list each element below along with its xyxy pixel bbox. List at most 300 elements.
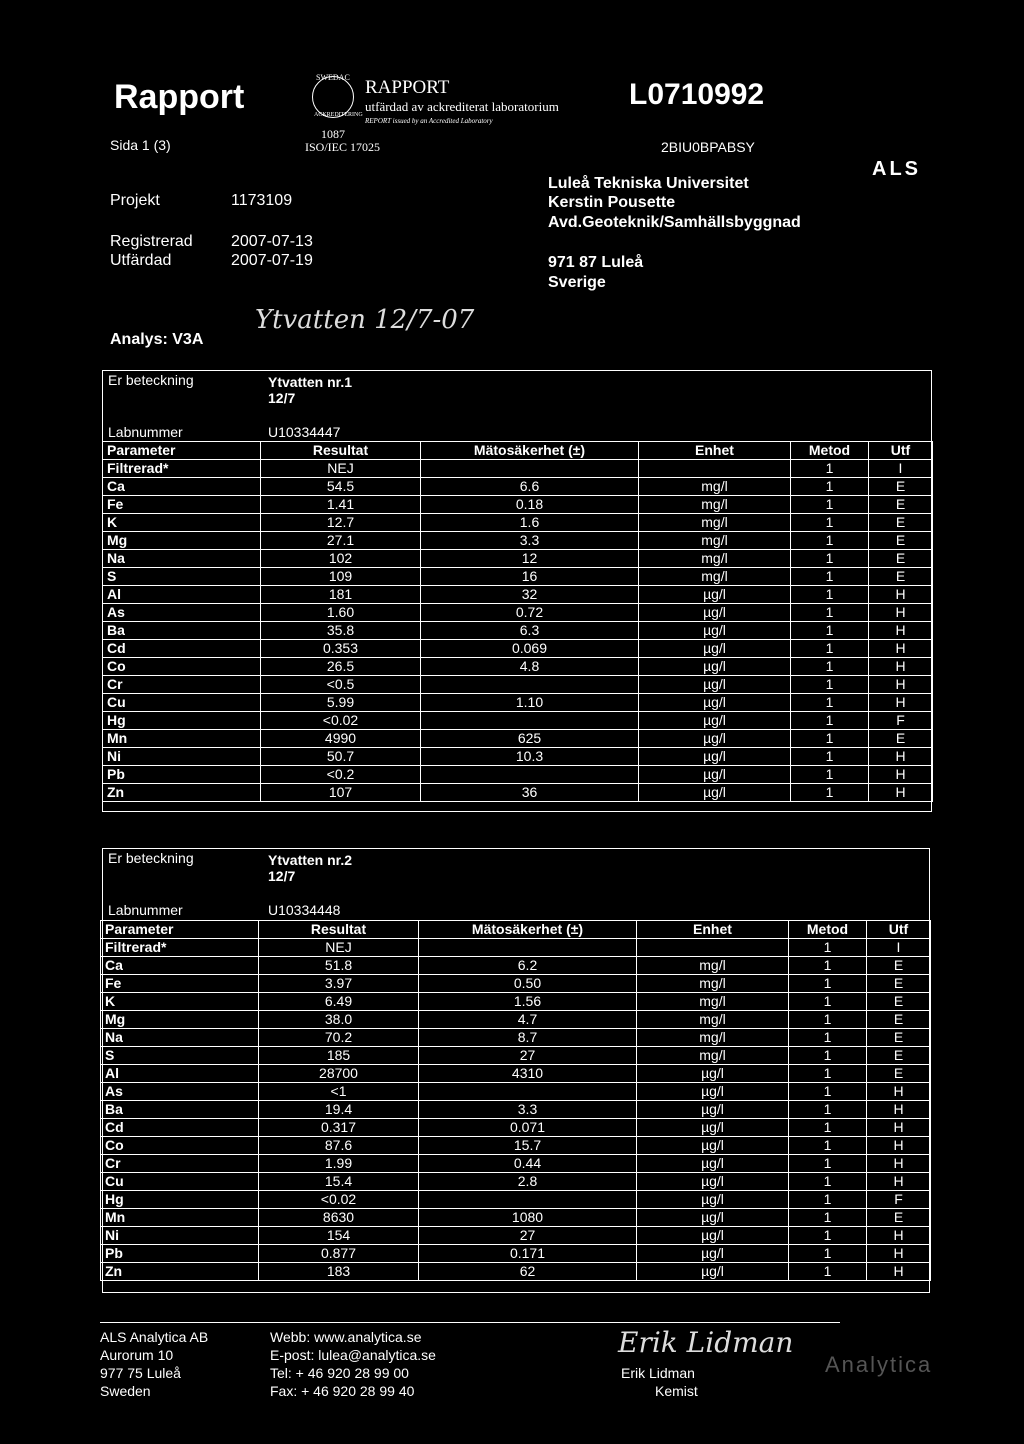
table-row (101, 1245, 931, 1263)
table-cell: H (867, 1173, 931, 1191)
sample-1-labnummer-label: Labnummer (108, 424, 183, 440)
table-cell: <0.2 (261, 766, 421, 784)
table-row (103, 604, 933, 622)
signature: Erik Lidman (618, 1326, 794, 1359)
table-cell: <0.5 (261, 676, 421, 694)
table-cell: 1.41 (261, 496, 421, 514)
table-cell: E (869, 514, 933, 532)
table-row (101, 1173, 931, 1191)
table-row (101, 957, 931, 975)
table-cell: Cd (101, 1119, 259, 1137)
table-row (101, 993, 931, 1011)
table-row (101, 939, 931, 957)
table-cell: E (869, 550, 933, 568)
table-cell: As (103, 604, 261, 622)
table-cell: 35.8 (261, 622, 421, 640)
column-header: Utf (867, 921, 931, 939)
table-cell: Cr (101, 1155, 259, 1173)
table-header-row (101, 921, 931, 939)
sample-2-date: 12/7 (268, 868, 296, 884)
table-cell: Zn (101, 1263, 259, 1281)
table-cell: µg/l (639, 784, 791, 802)
handwritten-note: Ytvatten 12/7-07 (255, 305, 475, 335)
table-cell: K (101, 993, 259, 1011)
table-cell: µg/l (637, 1155, 789, 1173)
column-header: Parameter (103, 442, 261, 460)
table-cell: Mg (103, 532, 261, 550)
table-cell: 0.18 (421, 496, 639, 514)
footer-web: Webb: www.analytica.se (270, 1329, 422, 1345)
registrerad-label: Registrerad (110, 233, 193, 250)
table-cell: Cd (103, 640, 261, 658)
swedac-subtitle-en: REPORT issued by an Accredited Laboratory (365, 117, 493, 125)
table-cell: mg/l (639, 532, 791, 550)
table-row (101, 1137, 931, 1155)
column-header: Mätosäkerhet (±) (421, 442, 639, 460)
swedac-title: RAPPORT (365, 77, 450, 98)
table-cell: H (867, 1245, 931, 1263)
table-cell: µg/l (637, 1137, 789, 1155)
table-cell: Al (103, 586, 261, 604)
table-cell: 102 (261, 550, 421, 568)
table-row (101, 1209, 931, 1227)
table-cell: mg/l (639, 550, 791, 568)
table-cell: 154 (259, 1227, 419, 1245)
table-cell: 1 (789, 1047, 867, 1065)
table-cell: E (869, 478, 933, 496)
report-code: 2BIU0BPABSY (661, 139, 755, 155)
signer-name: Erik Lidman (621, 1365, 695, 1381)
table-row (103, 532, 933, 550)
sample-1-labnummer: U10334447 (268, 424, 341, 440)
table-cell: 70.2 (259, 1029, 419, 1047)
table-cell: 1 (789, 1173, 867, 1191)
table-cell (419, 1083, 637, 1101)
table-row (103, 766, 933, 784)
table-header-row (103, 442, 933, 460)
table-cell: 1 (789, 1209, 867, 1227)
table-cell: 1 (789, 1119, 867, 1137)
table-cell: 2.8 (419, 1173, 637, 1191)
table-cell: Filtrerad* (103, 460, 261, 478)
table-cell: S (103, 568, 261, 586)
table-cell: Zn (103, 784, 261, 802)
table-cell: 109 (261, 568, 421, 586)
sample-2-labnummer: U10334448 (268, 902, 341, 918)
table-cell: H (869, 658, 933, 676)
footer-tel: Tel: + 46 920 28 99 00 (270, 1365, 409, 1381)
table-cell: mg/l (639, 496, 791, 514)
table-cell: NEJ (261, 460, 421, 478)
table-cell: K (103, 514, 261, 532)
table-cell: 12 (421, 550, 639, 568)
table-cell: H (867, 1227, 931, 1245)
table-cell: 625 (421, 730, 639, 748)
address-line-3: Avd.Geoteknik/Samhällsbyggnad (548, 214, 801, 231)
table-cell: 28700 (259, 1065, 419, 1083)
table-cell: 6.3 (421, 622, 639, 640)
table-cell (421, 766, 639, 784)
table-cell: 1 (789, 1245, 867, 1263)
table-cell: 0.071 (419, 1119, 637, 1137)
table-cell: Na (103, 550, 261, 568)
table-cell: 15.4 (259, 1173, 419, 1191)
seal-arc-text-bottom: ACKREDITERING (314, 112, 363, 118)
table-cell: µg/l (639, 730, 791, 748)
table-cell: S (101, 1047, 259, 1065)
table-cell: Hg (103, 712, 261, 730)
page-indicator: Sida 1 (3) (110, 137, 171, 153)
table-cell: µg/l (637, 1101, 789, 1119)
table-cell: Fe (101, 975, 259, 993)
table-cell: 1 (791, 568, 869, 586)
table-cell: F (867, 1191, 931, 1209)
table-cell: 27.1 (261, 532, 421, 550)
table-cell: 1 (791, 604, 869, 622)
table-row (103, 478, 933, 496)
table-cell: <0.02 (261, 712, 421, 730)
table-cell (419, 939, 637, 957)
table-cell (421, 676, 639, 694)
table-cell: 1 (791, 496, 869, 514)
table-cell: 0.72 (421, 604, 639, 622)
footer-email: E-post: lulea@analytica.se (270, 1347, 436, 1363)
table-row (103, 622, 933, 640)
table-cell: H (869, 694, 933, 712)
table-cell: 3.3 (419, 1101, 637, 1119)
table-cell: 8630 (259, 1209, 419, 1227)
table-row (101, 975, 931, 993)
table-cell: 87.6 (259, 1137, 419, 1155)
table-cell: 19.4 (259, 1101, 419, 1119)
column-header: Resultat (261, 442, 421, 460)
table-cell: 1 (791, 460, 869, 478)
table-cell: 16 (421, 568, 639, 586)
table-row (101, 1155, 931, 1173)
table-cell: mg/l (637, 957, 789, 975)
table-cell: mg/l (637, 1047, 789, 1065)
table-cell: 1.6 (421, 514, 639, 532)
table-row (103, 586, 933, 604)
table-cell: 54.5 (261, 478, 421, 496)
sample-1-results-table (102, 441, 933, 802)
table-cell: 1 (789, 1227, 867, 1245)
table-cell: 1 (791, 784, 869, 802)
table-row (101, 1047, 931, 1065)
table-cell: Mn (101, 1209, 259, 1227)
table-cell: Cu (103, 694, 261, 712)
table-row (101, 1083, 931, 1101)
table-row (103, 658, 933, 676)
table-row (101, 1065, 931, 1083)
table-cell: Ba (103, 622, 261, 640)
footer-divider (100, 1322, 840, 1323)
address-line-2: Kerstin Pousette (548, 194, 676, 211)
table-cell: Filtrerad* (101, 939, 259, 957)
report-title: Rapport (114, 78, 245, 116)
table-cell: 6.49 (259, 993, 419, 1011)
table-cell: 1 (791, 622, 869, 640)
table-cell: 1 (789, 1263, 867, 1281)
table-row (103, 496, 933, 514)
table-cell (637, 939, 789, 957)
sample-2-beteckning: Ytvatten nr.2 (268, 852, 353, 868)
table-cell: 4990 (261, 730, 421, 748)
table-row (103, 550, 933, 568)
table-cell: 1 (789, 957, 867, 975)
table-cell: E (867, 957, 931, 975)
table-cell: H (867, 1263, 931, 1281)
table-cell: Pb (103, 766, 261, 784)
table-cell: 4.7 (419, 1011, 637, 1029)
table-row (101, 1263, 931, 1281)
table-cell: H (867, 1119, 931, 1137)
column-header: Mätosäkerhet (±) (419, 921, 637, 939)
table-cell: 1 (789, 1029, 867, 1047)
table-cell: 1 (789, 993, 867, 1011)
table-row (103, 460, 933, 478)
table-cell: 1 (791, 658, 869, 676)
footer-fax: Fax: + 46 920 28 99 40 (270, 1383, 415, 1399)
table-cell: Mn (103, 730, 261, 748)
table-cell: Co (101, 1137, 259, 1155)
column-header: Enhet (637, 921, 789, 939)
footer-company-3: 977 75 Luleå (100, 1365, 181, 1381)
table-cell: F (869, 712, 933, 730)
table-cell: 0.44 (419, 1155, 637, 1173)
sample-1-date: 12/7 (268, 390, 296, 406)
table-cell: 0.353 (261, 640, 421, 658)
table-cell: I (867, 939, 931, 957)
table-cell: 1 (789, 1191, 867, 1209)
table-cell: 1 (791, 640, 869, 658)
table-cell: 1 (789, 1155, 867, 1173)
table-cell: mg/l (639, 568, 791, 586)
seal-arc-text: SWEDAC (316, 73, 350, 82)
signer-title: Kemist (655, 1383, 698, 1399)
table-cell (639, 460, 791, 478)
table-cell: 1 (789, 939, 867, 957)
table-row (103, 640, 933, 658)
table-cell: µg/l (639, 586, 791, 604)
table-cell: Cu (101, 1173, 259, 1191)
table-cell: 1 (789, 1011, 867, 1029)
table-cell: 32 (421, 586, 639, 604)
table-row (101, 1119, 931, 1137)
table-cell: Ca (103, 478, 261, 496)
table-cell: 1 (791, 766, 869, 784)
table-cell: mg/l (639, 478, 791, 496)
table-cell: E (869, 568, 933, 586)
table-cell: H (869, 640, 933, 658)
table-cell: 0.171 (419, 1245, 637, 1263)
table-cell: Mg (101, 1011, 259, 1029)
table-cell: E (867, 1029, 931, 1047)
table-cell: 5.99 (261, 694, 421, 712)
table-cell: Ba (101, 1101, 259, 1119)
table-cell: 1 (791, 514, 869, 532)
table-cell: 1 (789, 1083, 867, 1101)
column-header: Enhet (639, 442, 791, 460)
table-row (103, 748, 933, 766)
address-line-5: Sverige (548, 274, 606, 291)
table-cell: I (869, 460, 933, 478)
table-cell: µg/l (639, 622, 791, 640)
sample-1-beteckning-label: Er beteckning (108, 372, 194, 388)
table-cell: 6.2 (419, 957, 637, 975)
table-cell: As (101, 1083, 259, 1101)
table-cell: 38.0 (259, 1011, 419, 1029)
table-cell: E (869, 532, 933, 550)
table-cell: 1 (791, 712, 869, 730)
table-cell: 1 (791, 676, 869, 694)
table-cell: 1.10 (421, 694, 639, 712)
sample-2-beteckning-label: Er beteckning (108, 850, 194, 866)
table-cell: Fe (103, 496, 261, 514)
sample-1-beteckning: Ytvatten nr.1 (268, 374, 353, 390)
table-cell: 3.3 (421, 532, 639, 550)
table-cell: 6.6 (421, 478, 639, 496)
registrerad-value: 2007-07-13 (231, 233, 313, 250)
table-cell: 8.7 (419, 1029, 637, 1047)
table-cell: 0.317 (259, 1119, 419, 1137)
table-cell: H (869, 748, 933, 766)
table-cell: 50.7 (261, 748, 421, 766)
footer-company-2: Aurorum 10 (100, 1347, 174, 1363)
table-cell: H (869, 622, 933, 640)
table-cell: 1 (791, 730, 869, 748)
table-cell: 3.97 (259, 975, 419, 993)
table-cell: 1 (791, 748, 869, 766)
table-cell: Ca (101, 957, 259, 975)
table-cell: 185 (259, 1047, 419, 1065)
sample-2-results-table (100, 920, 931, 1281)
table-cell: H (869, 586, 933, 604)
projekt-label: Projekt (110, 192, 160, 209)
table-cell: 1 (789, 1137, 867, 1155)
table-cell: H (867, 1137, 931, 1155)
table-cell: 1 (789, 1065, 867, 1083)
table-row (101, 1011, 931, 1029)
table-cell: Ni (103, 748, 261, 766)
table-cell: Ni (101, 1227, 259, 1245)
table-cell: µg/l (639, 640, 791, 658)
table-row (101, 1101, 931, 1119)
table-row (101, 1227, 931, 1245)
table-cell: 183 (259, 1263, 419, 1281)
footer-company-1: ALS Analytica AB (100, 1329, 209, 1345)
table-cell: H (869, 676, 933, 694)
table-cell: µg/l (639, 694, 791, 712)
projekt-value: 1173109 (231, 192, 293, 209)
address-line-1: Luleå Tekniska Universitet (548, 175, 749, 192)
swedac-iso: ISO/IEC 17025 (305, 140, 380, 154)
table-cell: 51.8 (259, 957, 419, 975)
table-cell: 27 (419, 1227, 637, 1245)
table-cell: 15.7 (419, 1137, 637, 1155)
utfardad-value: 2007-07-19 (231, 252, 313, 269)
table-cell: 1 (789, 1101, 867, 1119)
table-cell: E (867, 1065, 931, 1083)
table-cell: 26.5 (261, 658, 421, 676)
table-cell: H (869, 784, 933, 802)
table-cell: 1 (791, 694, 869, 712)
table-cell: 1 (791, 478, 869, 496)
table-cell: H (867, 1155, 931, 1173)
table-cell: µg/l (639, 712, 791, 730)
table-cell: 62 (419, 1263, 637, 1281)
column-header: Resultat (259, 921, 419, 939)
analys-label: Analys: V3A (110, 331, 204, 348)
table-row (103, 712, 933, 730)
sample-2-labnummer-label: Labnummer (108, 902, 183, 918)
report-id: L0710992 (629, 78, 765, 111)
table-cell: mg/l (637, 1029, 789, 1047)
table-row (103, 694, 933, 712)
table-cell: mg/l (637, 975, 789, 993)
table-cell: Na (101, 1029, 259, 1047)
footer-company-4: Sweden (100, 1383, 151, 1399)
table-cell (421, 712, 639, 730)
table-cell: Cr (103, 676, 261, 694)
table-cell: µg/l (637, 1191, 789, 1209)
table-cell: mg/l (637, 993, 789, 1011)
table-cell: 1 (789, 975, 867, 993)
table-cell: Co (103, 658, 261, 676)
table-cell: 1080 (419, 1209, 637, 1227)
table-cell: 1.56 (419, 993, 637, 1011)
table-cell: µg/l (639, 676, 791, 694)
table-cell: µg/l (637, 1209, 789, 1227)
table-cell: Hg (101, 1191, 259, 1209)
table-row (101, 1191, 931, 1209)
table-cell: <0.02 (259, 1191, 419, 1209)
table-cell: E (869, 730, 933, 748)
table-cell: E (867, 1011, 931, 1029)
table-cell: 4.8 (421, 658, 639, 676)
column-header: Metod (789, 921, 867, 939)
table-cell: µg/l (639, 766, 791, 784)
table-row (103, 568, 933, 586)
table-cell: µg/l (637, 1263, 789, 1281)
table-cell: mg/l (639, 514, 791, 532)
als-logo: ALS (872, 158, 921, 180)
table-cell: 36 (421, 784, 639, 802)
table-cell: 10.3 (421, 748, 639, 766)
table-cell: µg/l (639, 658, 791, 676)
table-row (103, 784, 933, 802)
table-cell: µg/l (637, 1245, 789, 1263)
swedac-subtitle: utfärdad av ackrediterat laboratorium (365, 99, 559, 114)
table-cell: µg/l (637, 1227, 789, 1245)
table-cell: NEJ (259, 939, 419, 957)
table-cell: H (867, 1101, 931, 1119)
table-cell: 0.50 (419, 975, 637, 993)
table-cell: 1 (791, 532, 869, 550)
table-cell: H (869, 604, 933, 622)
swedac-number: 1087 (321, 127, 345, 141)
table-cell: 1 (791, 586, 869, 604)
analytica-logo: Analytica (825, 1352, 933, 1377)
table-cell: 181 (261, 586, 421, 604)
column-header: Utf (869, 442, 933, 460)
table-cell: µg/l (637, 1083, 789, 1101)
table-cell: 12.7 (261, 514, 421, 532)
table-cell: H (869, 766, 933, 784)
utfardad-label: Utfärdad (110, 252, 172, 269)
table-row (103, 514, 933, 532)
table-cell: 1 (791, 550, 869, 568)
